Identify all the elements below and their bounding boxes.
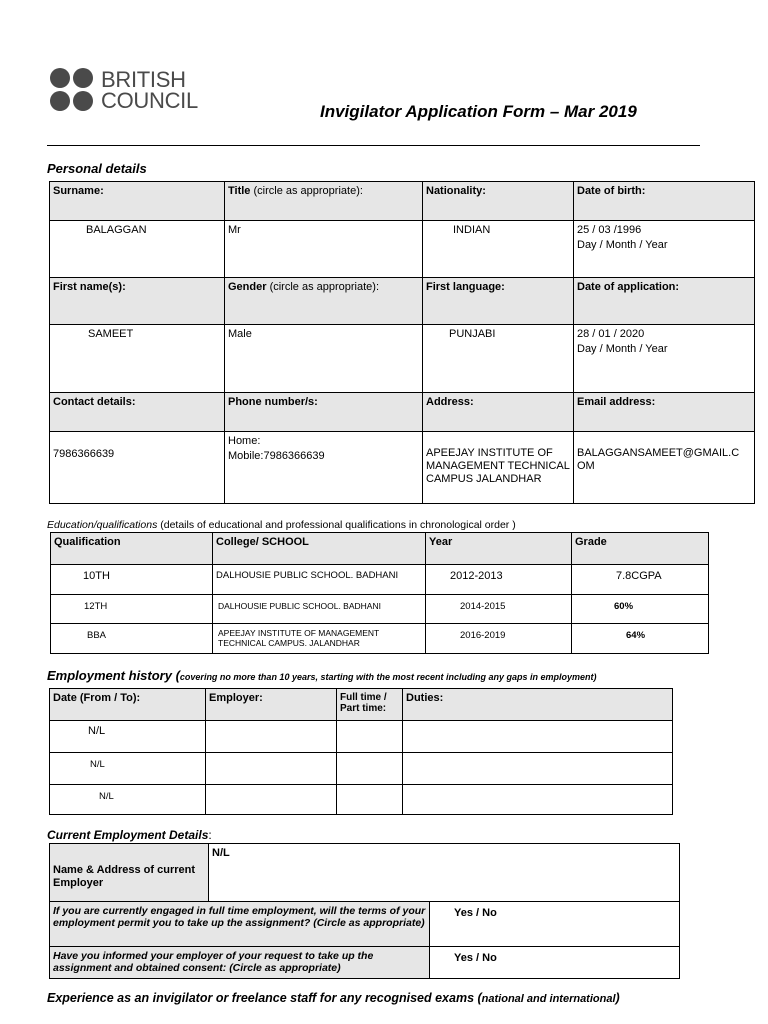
nationality-label: Nationality:: [423, 182, 574, 221]
british-council-logo: [50, 68, 198, 112]
employment-terms-answer[interactable]: Yes / No: [430, 902, 680, 947]
title-label: Title (circle as appropriate):: [225, 182, 423, 221]
table-row: [50, 721, 673, 753]
education-header-grade: Grade: [572, 533, 709, 565]
current-employment-table: [49, 843, 680, 979]
fulltime-cell[interactable]: [337, 753, 403, 785]
email-label: Email address:: [574, 393, 755, 432]
college-cell[interactable]: DALHOUSIE PUBLIC SCHOOL. BADHANI: [213, 565, 426, 595]
employment-header-employer: Employer:: [206, 689, 337, 721]
employer-cell[interactable]: [206, 753, 337, 785]
title-divider: [47, 145, 700, 146]
address-label: Address:: [423, 393, 574, 432]
email-field[interactable]: BALAGGANSAMEET@GMAIL.C OM: [574, 432, 755, 504]
employment-header-duties: Duties:: [403, 689, 673, 721]
title-field[interactable]: Mr: [225, 221, 423, 278]
qualification-cell[interactable]: BBA: [51, 624, 213, 654]
duties-cell[interactable]: [403, 785, 673, 815]
form-title: Invigilator Application Form – Mar 2019: [320, 102, 637, 121]
year-cell[interactable]: 2012-2013: [426, 565, 572, 595]
date-cell[interactable]: N/L: [50, 753, 206, 785]
employer-name-label: Name & Address of current Employer: [50, 844, 209, 902]
employment-history-heading: Employment history (covering no more than 10 years, starting with the most recent including any gaps in employment): [47, 668, 597, 683]
dob-label: Date of birth:: [574, 182, 755, 221]
fulltime-cell[interactable]: [337, 785, 403, 815]
doa-label: Date of application:: [574, 278, 755, 325]
education-header-college: College/ SCHOOL: [213, 533, 426, 565]
employer-consent-answer[interactable]: Yes / No: [430, 947, 680, 979]
education-header-year: Year: [426, 533, 572, 565]
date-cell[interactable]: N/L: [50, 721, 206, 753]
phone-field[interactable]: Home: Mobile:7986366639: [225, 432, 423, 504]
table-row: [50, 753, 673, 785]
table-row: [50, 785, 673, 815]
surname-label: Surname:: [50, 182, 225, 221]
table-row: [51, 595, 709, 624]
firstname-field[interactable]: SAMEET: [50, 325, 225, 393]
duties-cell[interactable]: [403, 721, 673, 753]
duties-cell[interactable]: [403, 753, 673, 785]
education-heading: Education/qualifications (details of educational and professional qualifications in chronological order ): [47, 519, 516, 531]
employment-terms-question: If you are currently engaged in full time employment, will the terms of your employment permit you to take up the assignment? (Circle as appropriate): [50, 902, 430, 947]
gender-label: Gender (circle as appropriate):: [225, 278, 423, 325]
employer-cell[interactable]: [206, 785, 337, 815]
year-cell[interactable]: 2016-2019: [426, 624, 572, 654]
current-employment-heading: Current Employment Details:: [47, 828, 212, 842]
address-field[interactable]: APEEJAY INSTITUTE OF MANAGEMENT TECHNICAL CAMPUS JALANDHAR: [423, 432, 574, 504]
personal-details-table: [49, 181, 755, 504]
personal-details-heading: Personal details: [47, 161, 147, 176]
employer-name-field[interactable]: N/L: [209, 844, 680, 902]
table-row: [51, 624, 709, 654]
education-table: [50, 532, 709, 654]
employer-cell[interactable]: [206, 721, 337, 753]
logo-text: BRITISH COUNCIL: [101, 67, 198, 113]
employer-consent-question: Have you informed your employer of your request to take up the assignment and obtained consent: (Circle as appropriate): [50, 947, 430, 979]
employment-header-date: Date (From / To):: [50, 689, 206, 721]
qualification-cell[interactable]: 12TH: [51, 595, 213, 624]
grade-cell[interactable]: 60%: [572, 595, 709, 624]
grade-cell[interactable]: 7.8CGPA: [572, 565, 709, 595]
employment-header-fulltime: Full time / Part time:: [337, 689, 403, 721]
phone-label: Phone number/s:: [225, 393, 423, 432]
table-row: [51, 565, 709, 595]
education-header-qualification: Qualification: [51, 533, 213, 565]
contact-label: Contact details:: [50, 393, 225, 432]
year-cell[interactable]: 2014-2015: [426, 595, 572, 624]
qualification-cell[interactable]: 10TH: [51, 565, 213, 595]
contact-field[interactable]: 7986366639: [50, 432, 225, 504]
first-language-field[interactable]: PUNJABI: [423, 325, 574, 393]
employment-history-table: [49, 688, 673, 815]
logo-dots-icon: [50, 68, 94, 112]
fulltime-cell[interactable]: [337, 721, 403, 753]
dob-field[interactable]: 25 / 03 /1996 Day / Month / Year: [574, 221, 755, 278]
first-language-label: First language:: [423, 278, 574, 325]
gender-field[interactable]: Male: [225, 325, 423, 393]
grade-cell[interactable]: 64%: [572, 624, 709, 654]
firstname-label: First name(s):: [50, 278, 225, 325]
college-cell[interactable]: APEEJAY INSTITUTE OF MANAGEMENT TECHNICAL CAMPUS. JALANDHAR: [213, 624, 426, 654]
surname-field[interactable]: BALAGGAN: [50, 221, 225, 278]
doa-field[interactable]: 28 / 01 / 2020 Day / Month / Year: [574, 325, 755, 393]
experience-heading: Experience as an invigilator or freelance staff for any recognised exams (national and international): [47, 991, 620, 1005]
nationality-field[interactable]: INDIAN: [423, 221, 574, 278]
date-cell[interactable]: N/L: [50, 785, 206, 815]
college-cell[interactable]: DALHOUSIE PUBLIC SCHOOL. BADHANI: [213, 595, 426, 624]
